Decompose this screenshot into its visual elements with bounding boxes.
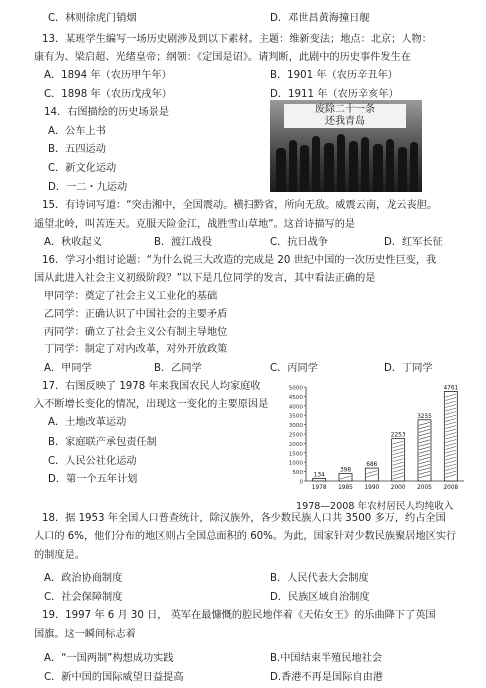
crowd-figure bbox=[337, 134, 345, 192]
text-line: D．红军长征 bbox=[384, 237, 443, 248]
text-line: 康有为、梁启超、光绪皇帝；纲领：《定国是诏》。请判断，此剧中的历史事件发生在 bbox=[34, 52, 411, 63]
crowd-figure bbox=[349, 141, 358, 192]
text-line: B．人民代表大会制度 bbox=[270, 573, 369, 584]
text-line: 的制度是。 bbox=[34, 550, 85, 561]
crowd-figure bbox=[361, 137, 369, 192]
text-line: D．一二・九运动 bbox=[48, 182, 128, 193]
text-line: 人口的 6%，他们分布的地区则占全国总面积的 60%。为此，国家针对少数民族聚居地区实行 bbox=[34, 531, 457, 542]
text-line: A．1894 年（农历甲午年） bbox=[44, 70, 172, 81]
text-line: 16．学习小组讨论题：“为什么说三大改造的完成是 20 世纪中国的一次历史性巨变，我 bbox=[42, 255, 437, 266]
text-line: A．“一国两制”构想成功实践 bbox=[44, 653, 174, 664]
x-tick-label: 1978 bbox=[311, 485, 327, 491]
text-line: C．抗日战争 bbox=[270, 237, 329, 248]
banner-line-1: 废除二十一条 bbox=[315, 104, 375, 115]
text-line: 17．右图反映了 1978 年来我国农民人均家庭收 bbox=[42, 381, 261, 392]
text-line: 国旗。这一瞬间标志着 bbox=[34, 629, 136, 640]
text-line: D．1911 年（农历辛亥年） bbox=[270, 89, 399, 100]
text-line: B．1901 年（农历辛丑年） bbox=[270, 70, 398, 81]
text-line: C．1898 年（农历戊戌年） bbox=[44, 89, 172, 100]
crowd-figure bbox=[312, 136, 320, 192]
text-line: C．林则徐虎门销烟 bbox=[48, 13, 137, 24]
y-tick-label: 4500 bbox=[288, 394, 303, 401]
historical-photo bbox=[270, 100, 422, 192]
x-tick-label: 2008 bbox=[443, 485, 459, 491]
bar bbox=[313, 478, 326, 481]
text-line: A．秋收起义 bbox=[44, 237, 102, 248]
text-line: 国从此进入社会主义初级阶段？”以下是几位同学的发言，其中看法正确的是 bbox=[34, 273, 376, 284]
y-tick-label: 1000 bbox=[288, 460, 303, 467]
text-line: 13．某班学生编写一场历史剧涉及到以下素材。主题：维新变法；地点：北京；人物： bbox=[42, 34, 432, 45]
text-line: B．乙同学 bbox=[154, 363, 202, 374]
x-tick-label: 1990 bbox=[364, 485, 380, 491]
text-line: C．社会保障制度 bbox=[44, 592, 123, 603]
text-line: A．公车上书 bbox=[48, 126, 106, 137]
text-line: 入不断增长变化的情况，出现这一变化的主要原因是 bbox=[34, 399, 269, 410]
protest-banner bbox=[284, 104, 406, 128]
text-line: 甲同学：奠定了社会主义工业化的基础 bbox=[44, 291, 218, 302]
text-line: D．民族区域自治制度 bbox=[270, 592, 370, 603]
x-tick-label: 1985 bbox=[338, 485, 353, 491]
crowd-figure bbox=[324, 143, 334, 192]
text-line: C．新中国的国际威望日益提高 bbox=[44, 672, 184, 683]
text-line: 15．有诗词写道：“突击湘中，全国震动。横扫黔省，所向无敌。威震云南，龙云丧胆。 bbox=[42, 200, 438, 211]
crowd-figure bbox=[373, 144, 383, 192]
text-line: D.香港不再是国际自由港 bbox=[270, 672, 383, 683]
text-line: D．丁同学 bbox=[384, 363, 433, 374]
text-line: D．第一个五年计划 bbox=[48, 474, 138, 485]
text-line: 丙同学：确立了社会主义公有制主导地位 bbox=[44, 327, 228, 338]
text-line: 14．右图描绘的历史场景是 bbox=[44, 107, 170, 118]
income-bar-chart bbox=[280, 380, 470, 498]
y-tick-label: 0 bbox=[299, 479, 303, 486]
text-line: C．新文化运动 bbox=[48, 163, 117, 174]
crowd-figure bbox=[386, 139, 394, 192]
crowd-figure bbox=[410, 142, 418, 192]
y-tick-label: 3500 bbox=[288, 413, 303, 420]
bar-value-label: 3255 bbox=[417, 413, 432, 420]
bar-value-label: 4761 bbox=[443, 385, 459, 392]
crowd-figure bbox=[289, 140, 297, 192]
y-tick-label: 2000 bbox=[288, 441, 303, 448]
bar-value-label: 134 bbox=[313, 472, 325, 479]
banner-line-2: 还我青岛 bbox=[325, 116, 365, 127]
text-line: B．渡江战役 bbox=[154, 237, 212, 248]
y-tick-label: 3000 bbox=[288, 423, 303, 430]
text-line: 遥望北岭，叫苦连天。克服天险金江，战胜雪山草地”。这首诗描写的是 bbox=[34, 219, 356, 230]
y-tick-label: 1500 bbox=[288, 451, 303, 458]
text-line: A．政治协商制度 bbox=[44, 573, 123, 584]
text-line: A．甲同学 bbox=[44, 363, 92, 374]
chart-title: 1978—2008 年农村居民人均纯收入 bbox=[296, 501, 454, 512]
text-line: C．丙同学 bbox=[270, 363, 318, 374]
text-line: 19．1997 年 6 月 30 日， 英军在最慷慨的腔民地伴着《天佑女王》的乐曲降下了英国 bbox=[42, 610, 436, 621]
y-tick-label: 500 bbox=[292, 470, 303, 477]
crowd-figure bbox=[276, 148, 286, 192]
text-line: C．人民公社化运动 bbox=[48, 456, 137, 467]
text-line: B．五四运动 bbox=[48, 144, 106, 155]
text-line: B.中国结束半殖民地社会 bbox=[270, 653, 383, 664]
text-line: D．邓世昌黄海撞日舰 bbox=[270, 13, 370, 24]
text-line: 18．据 1953 年全国人口普查统计，除汉族外，各少数民族人口共 3500 多万，约占全国 bbox=[42, 513, 446, 524]
text-line: A．土地改革运动 bbox=[48, 417, 127, 428]
text-line: 乙同学：正确认识了中国社会的主要矛盾 bbox=[44, 309, 228, 320]
bar-value-label: 686 bbox=[366, 462, 378, 469]
y-tick-label: 2500 bbox=[288, 432, 303, 439]
x-tick-label: 2005 bbox=[417, 485, 432, 491]
x-tick-label: 2000 bbox=[390, 485, 406, 491]
crowd-figure bbox=[398, 147, 407, 192]
bar-value-label: 2253 bbox=[390, 432, 406, 439]
text-line: B．家庭联产承包责任制 bbox=[48, 437, 157, 448]
y-tick-label: 4000 bbox=[288, 404, 303, 411]
text-line: 丁同学：制定了对内改革，对外开放政策 bbox=[44, 344, 228, 355]
crowd-figure bbox=[300, 145, 309, 192]
y-tick-label: 5000 bbox=[288, 385, 303, 392]
bar-value-label: 398 bbox=[339, 467, 352, 474]
